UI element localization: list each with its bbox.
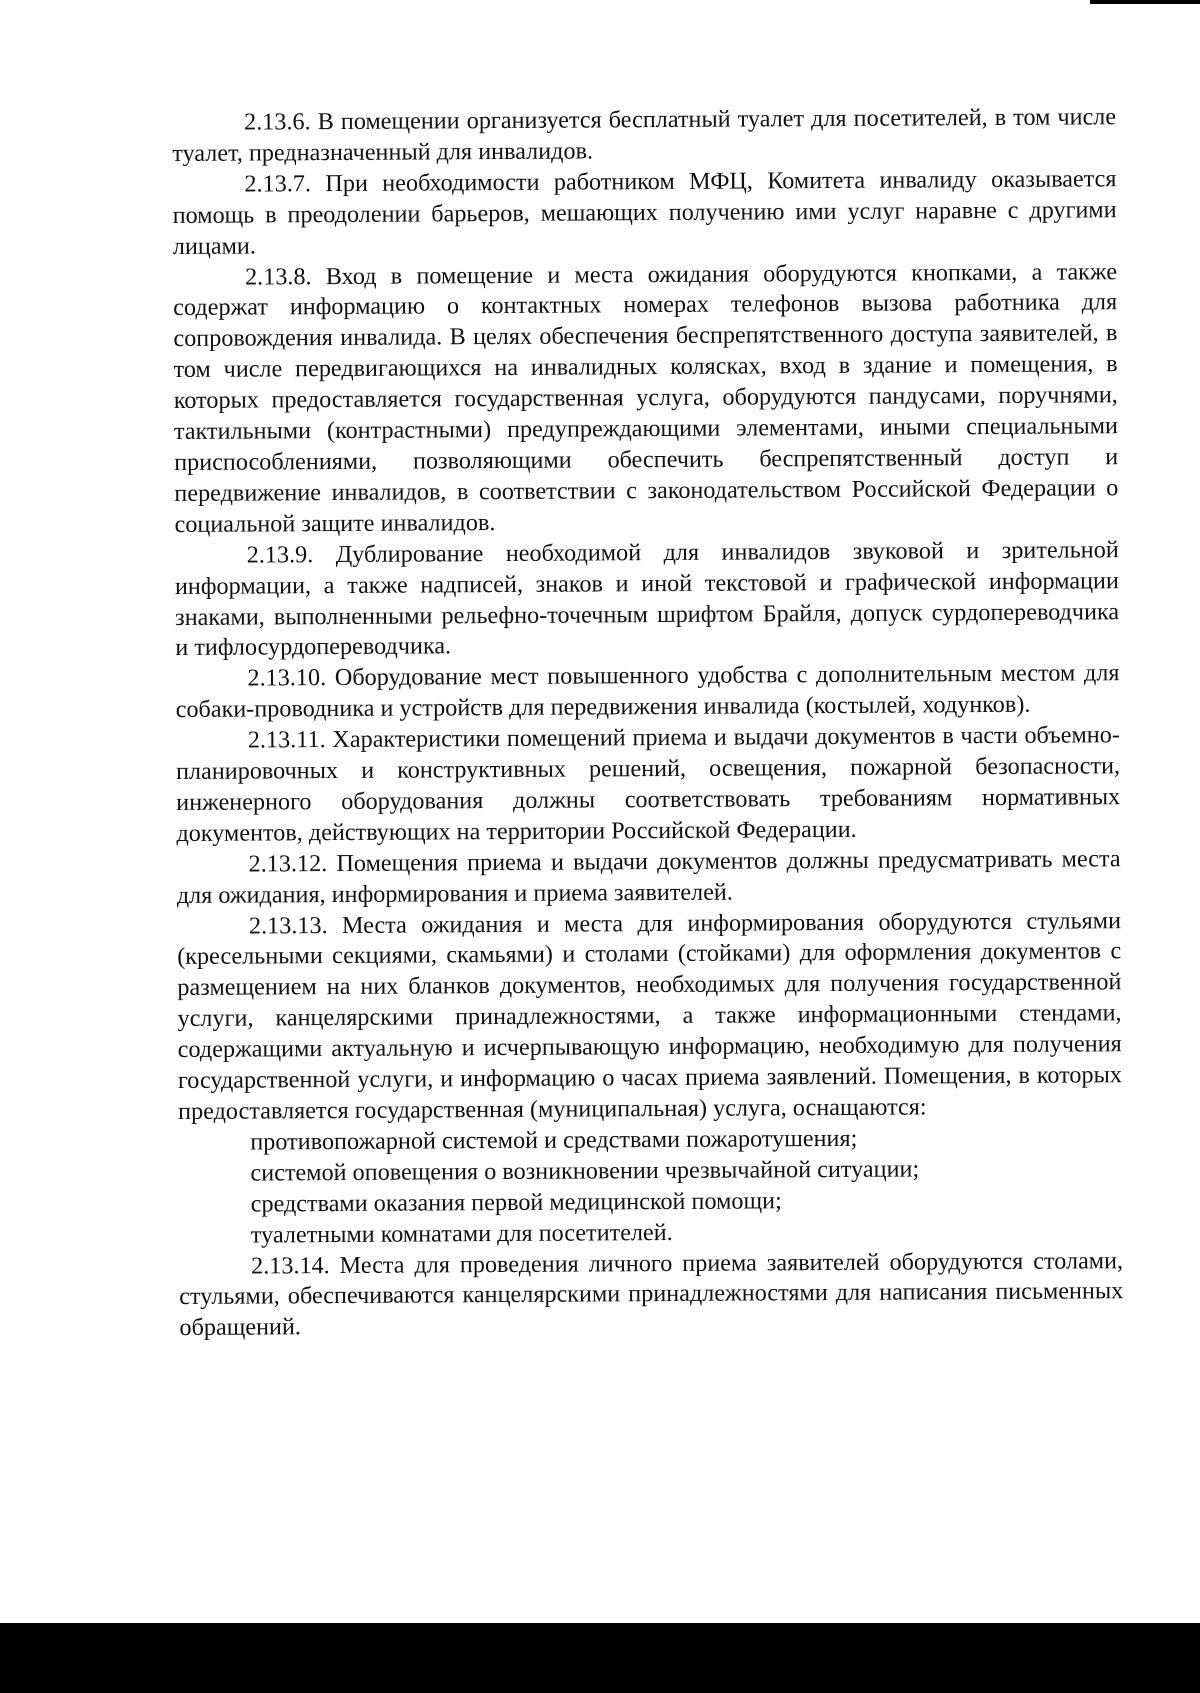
paragraph-2-13-7: 2.13.7. При необходимости работником МФЦ, Комитета инвалиду оказывается помощь в преодолении барьеров, мешающих получению ими услуг наравне с другими лицами. (172, 165, 1117, 260)
paragraph-2-13-6: 2.13.6. В помещении организуется бесплатный туалет для посетителей, в том числе туалет, предназначенный для инвалидов. (172, 103, 1117, 167)
paragraph-2-13-8: 2.13.8. Вход в помещение и места ожидания оборудуются кнопками, а также содержат информацию о контактных номерах телефонов вызова работника для сопровождения инвалида. В целях обеспечения беспрепятственного доступа заявителей, в том числе передвигающихся на инвалидных колясках, вход в здание и помещения, в которых предоставляется государственная услуга, оборудуются пандусами, поручнями, тактильными (контрастными) предупреждающими элементами, иными специальными приспособлениями, позволяющими обеспечить беспрепятственный доступ и передвижение инвалидов, в соответствии с законодательством Российской Федерации о социальной защите инвалидов. (173, 257, 1119, 538)
scan-bottom-border (0, 1623, 1200, 1693)
scan-edge-shadow (1090, 0, 1200, 4)
paragraph-2-13-14: 2.13.14. Места для проведения личного приема заявителей оборудуются столами, стульями, обеспечиваются канцелярскими принадлежностями для написания письменных обращений. (179, 1246, 1124, 1342)
paragraph-2-13-12: 2.13.12. Помещения приема и выдачи документов должны предусматривать места для ожидания, информирования и приема заявителей. (176, 844, 1121, 909)
paragraph-2-13-9: 2.13.9. Дублирование необходимой для инвалидов звуковой и зрительной информации, а также надписей, знаков и иной текстовой и графической информации знаками, выполненными рельефно-точечным шрифтом Брайля, допуск сурдопереводчика и тифлосурдопереводчика. (174, 535, 1120, 662)
equipment-list-item: средствами оказания первой медицинской помощи; (250, 1187, 782, 1218)
document-body (172, 102, 1124, 1344)
paragraph-2-13-11: 2.13.11. Характеристики помещений приема и выдачи документов в части объемно-планировочных и конструктивных решений, освещения, пожарной безопасности, инженерного оборудования должны соответствовать требованиям нормативных документов, действующих на территории Российской Федерации. (175, 721, 1121, 847)
equipment-list-item: противопожарной системой и средствами пожаротушения; (250, 1124, 858, 1156)
paragraph-2-13-10: 2.13.10. Оборудование мест повышенного удобства с дополнительным местом для собаки-проводника и устройств для передвижения инвалида (костылей, ходунков). (175, 659, 1120, 724)
paragraph-2-13-13: 2.13.13. Места ожидания и места для информирования оборудуются стульями (кресельными секциями, скамьями) и столами (стойками) для оформления документов с размещением на них бланков документов, необходимых для получения государственной услуги, канцелярскими принадлежностями, а также информационными стендами, содержащими актуальную и исчерпывающую информацию, необходимую для получения государственной услуги, и информацию о часах приема заявлений. Помещения, в которых предоставляется государственная (муниципальная) услуга, оснащаются: (177, 906, 1123, 1125)
equipment-list-item: системой оповещения о возникновении чрезвычайной ситуации; (250, 1155, 920, 1187)
equipment-list-item: туалетными комнатами для посетителей. (250, 1218, 673, 1249)
